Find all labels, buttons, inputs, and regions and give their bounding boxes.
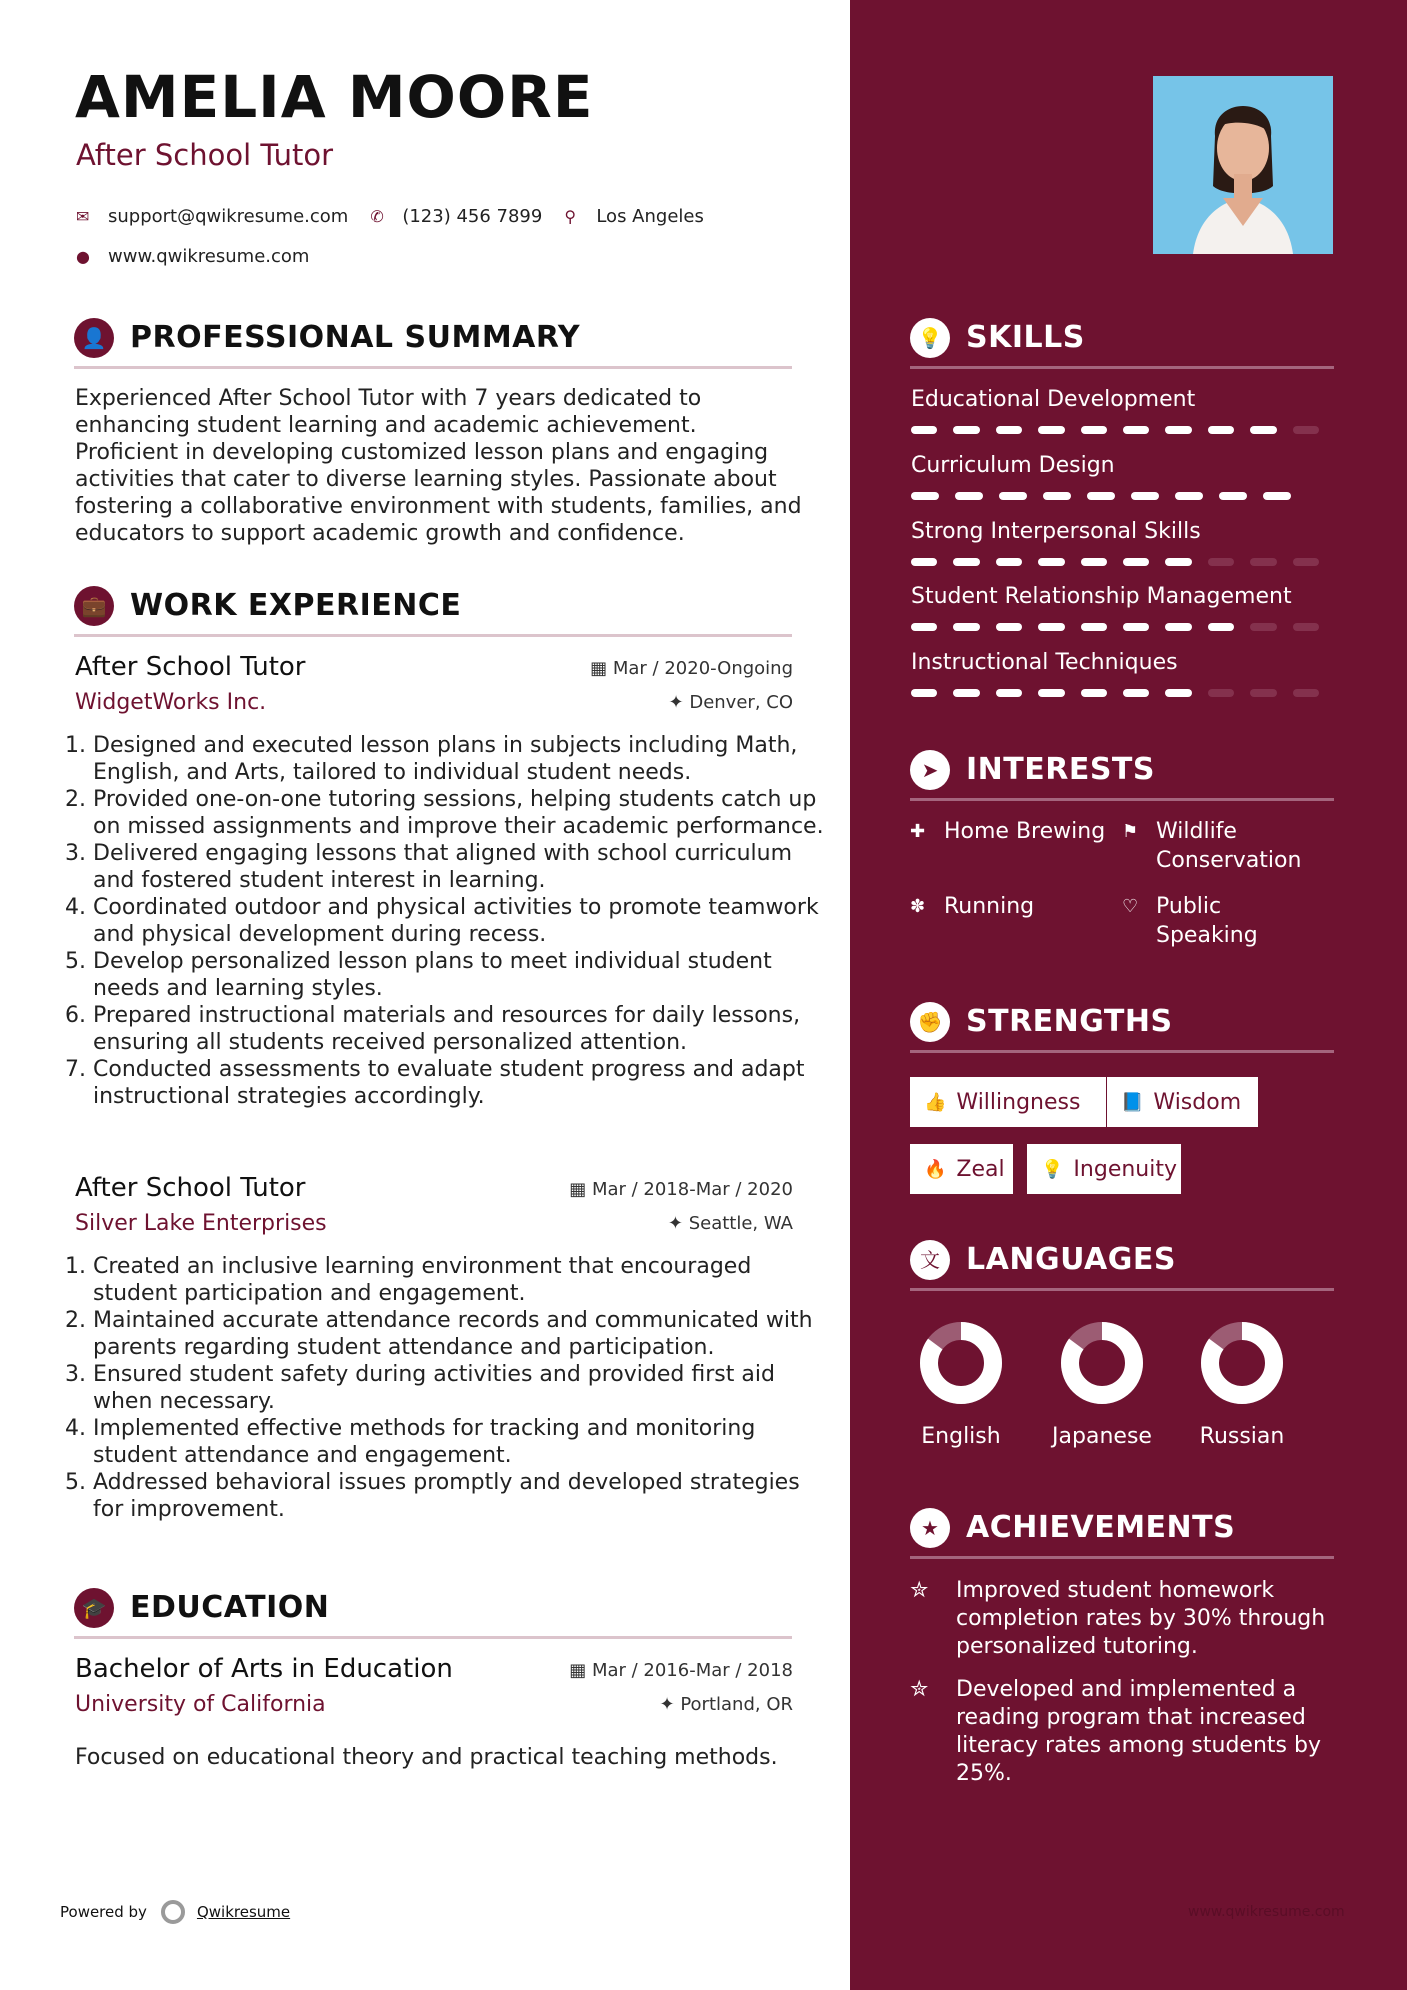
interest-label: Public Speaking [1156, 894, 1258, 948]
list-item: 2. Provided one-on-one tutoring sessions, helping students catch up on missed assignments and improve their academic performance. [93, 786, 833, 840]
skill-name: Curriculum Design [911, 453, 1115, 478]
contact-row [76, 196, 816, 236]
section-title: ACHIEVEMENTS [966, 1510, 1236, 1545]
section-header-skills [910, 310, 1334, 369]
contact-email[interactable] [76, 206, 348, 227]
interest-label: Running [944, 894, 1035, 919]
education-location [660, 1694, 793, 1715]
skill-segment [1219, 492, 1247, 500]
language-donut [1057, 1318, 1147, 1408]
skill-segment [1123, 558, 1149, 566]
strength-badge [910, 1144, 1013, 1194]
list-item: 4. Coordinated outdoor and physical activities to promote teamwork and physical development during recess. [93, 894, 833, 948]
candidate-name: AMELIA MOORE [75, 63, 594, 131]
skill-segment [1250, 623, 1276, 631]
section-title: INTERESTS [966, 752, 1155, 787]
skill-name: Instructional Techniques [911, 650, 1178, 675]
qwikresume-logo-icon [161, 1900, 185, 1924]
pin-icon: ✦ [668, 692, 690, 713]
list-item: 5. Addressed behavioral issues promptly and developed strategies for improvement. [93, 1469, 833, 1523]
skill-segment [996, 426, 1022, 434]
skill-segment [911, 689, 937, 697]
job-location-text: Seattle, WA [688, 1213, 793, 1234]
strength-label: Willingness [956, 1089, 1081, 1115]
section-header-languages [910, 1232, 1334, 1291]
skill-segment [911, 426, 937, 434]
list-item: 1. Created an inclusive learning environment that encouraged student participation and engagement. [93, 1253, 833, 1307]
skill-item [911, 519, 1335, 566]
skill-segment [996, 623, 1022, 631]
fist-icon: ✊ [910, 1002, 950, 1042]
skill-segment [1208, 558, 1234, 566]
lightbulb-icon: 💡 [910, 318, 950, 358]
interest-label: Home Brewing [944, 819, 1106, 844]
skill-segment [1250, 689, 1276, 697]
briefcase-icon: 💼 [74, 586, 114, 626]
education-date-text: Mar / 2016-Mar / 2018 [591, 1660, 793, 1681]
skill-segment [1165, 623, 1191, 631]
skill-segment [1165, 426, 1191, 434]
contact-website[interactable] [76, 246, 309, 267]
job-title: After School Tutor [75, 1173, 306, 1203]
language-item [1032, 1318, 1172, 1449]
section-header-interests [910, 742, 1334, 801]
education-date [569, 1660, 793, 1681]
skill-segment [1293, 426, 1319, 434]
job-date [569, 1179, 793, 1200]
job-company: Silver Lake Enterprises [75, 1211, 327, 1236]
skill-segment [1081, 689, 1107, 697]
job-company: WidgetWorks Inc. [75, 690, 267, 715]
skill-segment [953, 689, 979, 697]
skill-segment [911, 623, 937, 631]
interest-item [910, 892, 1110, 921]
section-title: LANGUAGES [966, 1242, 1176, 1277]
job-date-text: Mar / 2018-Mar / 2020 [591, 1179, 793, 1200]
map-marker-icon: ⚲ [564, 206, 577, 226]
skill-segment [1123, 426, 1149, 434]
interest-item [1122, 892, 1272, 950]
language-donut [1197, 1318, 1287, 1408]
contact-phone[interactable] [370, 206, 542, 227]
language-label: Russian [1199, 1424, 1285, 1449]
skill-segment [1038, 558, 1064, 566]
skill-segment [1043, 492, 1071, 500]
candidate-role: After School Tutor [76, 138, 334, 172]
skill-segment [1087, 492, 1115, 500]
language-label: English [921, 1424, 1001, 1449]
job-entry [75, 652, 824, 1109]
star-badge-icon: ★ [910, 1508, 950, 1548]
star-icon: ✮ [910, 1578, 929, 1603]
skill-level-bar [911, 558, 1335, 566]
strength-label: Zeal [956, 1156, 1005, 1182]
job-date-text: Mar / 2020-Ongoing [612, 658, 793, 679]
skill-segment [996, 558, 1022, 566]
job-bullets [67, 1253, 833, 1523]
achievement-item [910, 1577, 1340, 1661]
phone-text: (123) 456 7899 [402, 205, 543, 227]
watermark-text: www.qwikresume.com [1188, 1904, 1345, 1920]
email-text: support@qwikresume.com [108, 205, 349, 227]
strength-badge [910, 1077, 1106, 1127]
skill-segment [1250, 558, 1276, 566]
thumbs-up-icon: 👍 [924, 1091, 947, 1113]
calendar-icon: ▦ [569, 1660, 592, 1681]
pin-icon: ✦ [667, 1213, 689, 1234]
skill-segment [1175, 492, 1203, 500]
skill-segment [1038, 426, 1064, 434]
strength-badge [1107, 1077, 1258, 1127]
list-item: 3. Ensured student safety during activities and provided first aid when necessary. [93, 1361, 833, 1415]
paper-plane-icon: ➤ [910, 750, 950, 790]
book-icon: 📘 [1121, 1091, 1144, 1113]
achievement-item [910, 1676, 1340, 1788]
fire-icon: 🔥 [924, 1158, 947, 1180]
language-label: Japanese [1052, 1424, 1152, 1449]
achievement-text: Developed and implemented a reading program that increased literacy rates among students by 25%. [956, 1677, 1321, 1786]
envelope-icon: ✉ [76, 206, 90, 226]
star-icon: ✮ [910, 1677, 929, 1702]
skill-level-bar [911, 492, 1335, 500]
skill-name: Strong Interpersonal Skills [911, 519, 1201, 544]
education-description: Focused on educational theory and practical teaching methods. [75, 1745, 778, 1770]
education-location-text: Portland, OR [680, 1694, 793, 1715]
skill-segment [1208, 426, 1234, 434]
section-title: WORK EXPERIENCE [130, 588, 462, 623]
contact-info [76, 196, 816, 276]
summary-text: Experienced After School Tutor with 7 years dedicated to enhancing student learning and academic achievement. Proficient in developing customized lesson plans and engaging activities that cater to diverse learning styles. Passionate about fostering a collaborative environment with students, families, and educators to support academic growth and confidence. [75, 386, 802, 546]
list-item: 2. Maintained accurate attendance records and communicated with parents regarding student attendance and participation. [93, 1307, 833, 1361]
strength-label: Wisdom [1153, 1089, 1242, 1115]
skill-segment [999, 492, 1027, 500]
skill-level-bar [911, 426, 1335, 434]
section-header-achievements [910, 1500, 1334, 1559]
puzzle-icon: ✚ [910, 821, 926, 842]
list-item: 3. Delivered engaging lessons that aligned with school curriculum and fostered student interest in learning. [93, 840, 833, 894]
skill-segment [1081, 426, 1107, 434]
powered-by-footer [60, 1900, 290, 1924]
job-location [669, 692, 793, 713]
skill-segment [955, 492, 983, 500]
skill-segment [1263, 492, 1291, 500]
skill-level-bar [911, 689, 1335, 697]
list-item: 7. Conducted assessments to evaluate student progress and adapt instructional strategies accordingly. [93, 1056, 833, 1110]
strength-badge [1027, 1144, 1181, 1194]
flag-icon: ⚑ [1122, 821, 1139, 842]
skill-segment [1165, 558, 1191, 566]
skill-segment [1250, 426, 1276, 434]
language-item [891, 1318, 1031, 1449]
location-text: Los Angeles [596, 205, 704, 227]
interest-item [910, 817, 1110, 846]
skill-segment [1293, 623, 1319, 631]
job-title: After School Tutor [75, 652, 306, 682]
skill-segment [911, 492, 939, 500]
skill-segment [911, 558, 937, 566]
calendar-icon: ▦ [569, 1179, 592, 1200]
skill-item [911, 584, 1335, 631]
skill-segment [953, 558, 979, 566]
list-item: 1. Designed and executed lesson plans in subjects including Math, English, and Arts, tailored to individual student needs. [93, 732, 833, 786]
globe-icon: ● [76, 246, 90, 266]
list-item: 5. Develop personalized lesson plans to meet individual student needs and learning styles. [93, 948, 833, 1002]
section-title: PROFESSIONAL SUMMARY [130, 320, 581, 355]
skill-segment [1293, 558, 1319, 566]
skill-segment [1081, 623, 1107, 631]
skill-segment [996, 689, 1022, 697]
job-date [590, 658, 793, 679]
skill-segment [1208, 623, 1234, 631]
list-item: 6. Prepared instructional materials and resources for daily lessons, ensuring all students received personalized attention. [93, 1002, 833, 1056]
section-header-strengths [910, 994, 1334, 1053]
skill-segment [1123, 689, 1149, 697]
skill-segment [1208, 689, 1234, 697]
language-donut [916, 1318, 1006, 1408]
education-entry [75, 1654, 793, 1770]
skill-segment [1038, 623, 1064, 631]
section-title: SKILLS [966, 320, 1085, 355]
skill-segment [1131, 492, 1159, 500]
job-location-text: Denver, CO [689, 692, 793, 713]
pin-icon: ✦ [659, 1694, 681, 1715]
section-header-education [74, 1580, 792, 1639]
lightbulb-icon: 💡 [1041, 1158, 1064, 1180]
skill-name: Student Relationship Management [911, 584, 1292, 609]
section-title: EDUCATION [130, 1590, 330, 1625]
job-location [668, 1213, 793, 1234]
skill-item [911, 387, 1335, 434]
skill-segment [1081, 558, 1107, 566]
qwikresume-link[interactable]: Qwikresume [196, 1903, 291, 1921]
skill-segment [953, 426, 979, 434]
skill-segment [953, 623, 979, 631]
contact-row [76, 236, 816, 276]
skill-item [911, 453, 1335, 500]
user-icon: 👤 [74, 318, 114, 358]
job-entry [75, 1173, 813, 1522]
sidebar-column [850, 0, 1407, 1990]
powered-by-text: Powered by [60, 1903, 147, 1921]
calendar-icon: ▦ [590, 658, 613, 679]
school-name: University of California [75, 1692, 326, 1717]
paw-icon: ✽ [910, 896, 926, 917]
graduation-cap-icon: 🎓 [74, 1588, 114, 1628]
list-item: 4. Implemented effective methods for tracking and monitoring student attendance and engagement. [93, 1415, 833, 1469]
heartbeat-icon: ♡ [1122, 896, 1139, 917]
achievement-text: Improved student homework completion rates by 30% through personalized tutoring. [956, 1578, 1326, 1659]
profile-photo-illustration [1153, 76, 1333, 254]
skill-level-bar [911, 623, 1335, 631]
interest-label: Wildlife Conservation [1156, 819, 1302, 873]
website-text: www.qwikresume.com [108, 245, 310, 267]
contact-location [564, 206, 704, 227]
section-header-experience [74, 578, 792, 637]
profile-photo [1153, 76, 1333, 254]
section-header-summary [74, 310, 792, 369]
section-title: STRENGTHS [966, 1004, 1173, 1039]
interest-item [1122, 817, 1322, 875]
language-icon: 文 [910, 1240, 950, 1280]
skill-segment [1038, 689, 1064, 697]
skill-segment [1123, 623, 1149, 631]
skill-name: Educational Development [911, 387, 1196, 412]
phone-icon: ✆ [370, 206, 384, 226]
language-item [1172, 1318, 1312, 1449]
skill-segment [1165, 689, 1191, 697]
skill-segment [1293, 689, 1319, 697]
degree-title: Bachelor of Arts in Education [75, 1654, 453, 1684]
skill-item [911, 650, 1335, 697]
strength-label: Ingenuity [1073, 1156, 1177, 1182]
job-bullets [67, 732, 833, 1110]
